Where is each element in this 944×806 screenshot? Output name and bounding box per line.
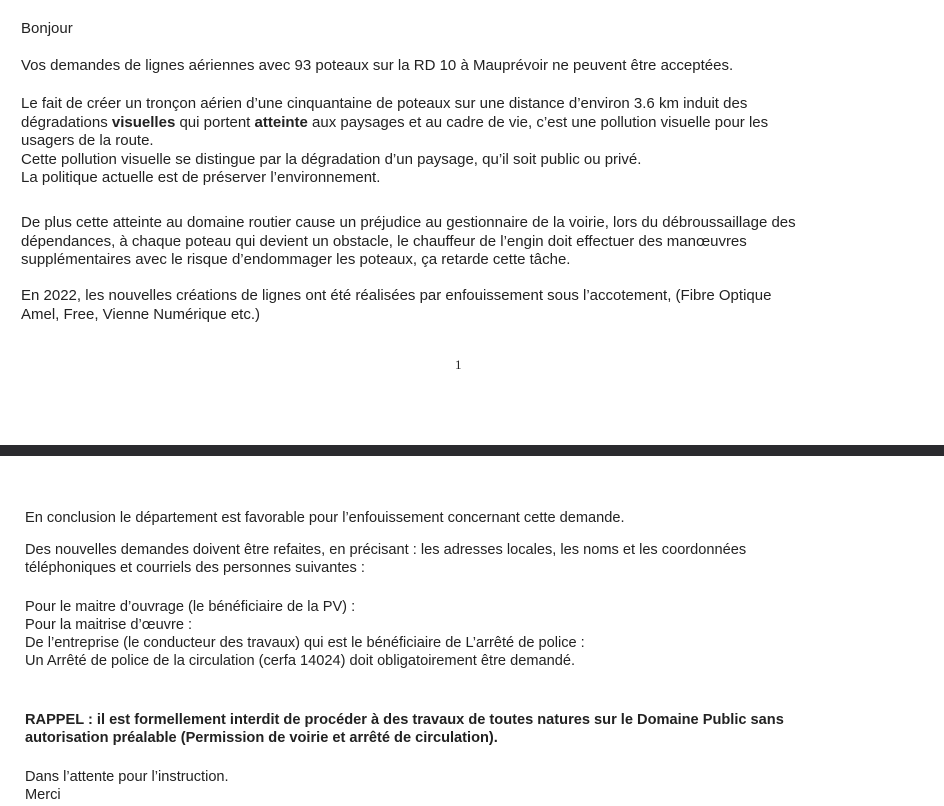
contact-item: De l’entreprise (le conducteur des travaux) qui est le bénéficiaire de L’arrêté de police : bbox=[25, 635, 585, 651]
visual-pollution-paragraph bbox=[21, 95, 768, 188]
rappel-line: autorisation préalable (Permission de voirie et arrêté de circulation). bbox=[25, 730, 498, 746]
paragraph-line: Le fait de créer un tronçon aérien d’une cinquantaine de poteaux sur une distance d’environ 3.6 km induit des bbox=[21, 95, 748, 112]
requests-paragraph bbox=[25, 541, 746, 577]
page-separator bbox=[0, 445, 944, 456]
text-run: aux paysages et au cadre de vie, c’est une pollution visuelle pour les bbox=[307, 113, 769, 131]
document-page-2 bbox=[0, 456, 944, 806]
refusal-text: Vos demandes de lignes aériennes avec 93 poteaux sur la RD 10 à Mauprévoir ne peuvent être acceptées. bbox=[21, 57, 734, 74]
closing-line: Merci bbox=[25, 787, 61, 803]
conclusion-paragraph bbox=[25, 509, 625, 527]
refusal-paragraph bbox=[21, 57, 733, 76]
greeting-text: Bonjour bbox=[21, 20, 73, 37]
bold-text-atteinte: atteinte bbox=[254, 113, 308, 131]
paragraph-line: téléphoniques et courriels des personnes suivantes : bbox=[25, 560, 365, 576]
rappel-warning bbox=[25, 711, 784, 747]
paragraph-line: dépendances, à chaque poteau qui devient un obstacle, le chauffeur de l’engin doit effectuer des manœuvres bbox=[21, 232, 747, 250]
paragraph-line: Des nouvelles demandes doivent être refaites, en précisant : les adresses locales, les noms et les coordonnées bbox=[25, 542, 747, 558]
paragraph-line: De plus cette atteinte au domaine routier cause un préjudice au gestionnaire de la voirie, lors du débroussaillage des bbox=[21, 214, 796, 231]
paragraph-line bbox=[21, 114, 768, 133]
road-maintenance-paragraph bbox=[21, 214, 796, 270]
text-run: dégradations bbox=[21, 113, 112, 131]
paragraph-line: La politique actuelle est de préserver l’environnement. bbox=[21, 169, 381, 186]
contact-item: Pour le maitre d’ouvrage (le bénéficiaire de la PV) : bbox=[25, 599, 356, 615]
paragraph-line: supplémentaires avec le risque d’endommager les poteaux, ça retarde cette tâche. bbox=[21, 251, 571, 268]
paragraph-line: Cette pollution visuelle se distingue par la dégradation d’un paysage, qu’il soit public ou privé. bbox=[21, 150, 642, 168]
page-number: 1 bbox=[455, 357, 462, 372]
paragraph-line: En 2022, les nouvelles créations de lignes ont été réalisées par enfouissement sous l’accotement, (Fibre Optique bbox=[21, 287, 772, 304]
contacts-list bbox=[25, 598, 585, 670]
conclusion-text: En conclusion le département est favorable pour l’enfouissement concernant cette demande. bbox=[25, 510, 625, 526]
bold-text-visuelles: visuelles bbox=[111, 113, 176, 131]
rappel-line: RAPPEL : il est formellement interdit de procéder à des travaux de toutes natures sur le Domaine Public sans bbox=[25, 712, 784, 728]
contact-item: Un Arrêté de police de la circulation (cerfa 14024) doit obligatoirement être demandé. bbox=[25, 653, 576, 669]
closing bbox=[25, 768, 229, 804]
greeting bbox=[21, 20, 73, 39]
closing-line: Dans l’attente pour l’instruction. bbox=[25, 769, 229, 785]
text-run: qui portent bbox=[175, 113, 255, 131]
paragraph-line: Amel, Free, Vienne Numérique etc.) bbox=[21, 305, 260, 323]
paragraph-line: usagers de la route. bbox=[21, 132, 154, 149]
contact-item: Pour la maitrise d’œuvre : bbox=[25, 617, 193, 633]
underground-lines-paragraph bbox=[21, 287, 771, 324]
